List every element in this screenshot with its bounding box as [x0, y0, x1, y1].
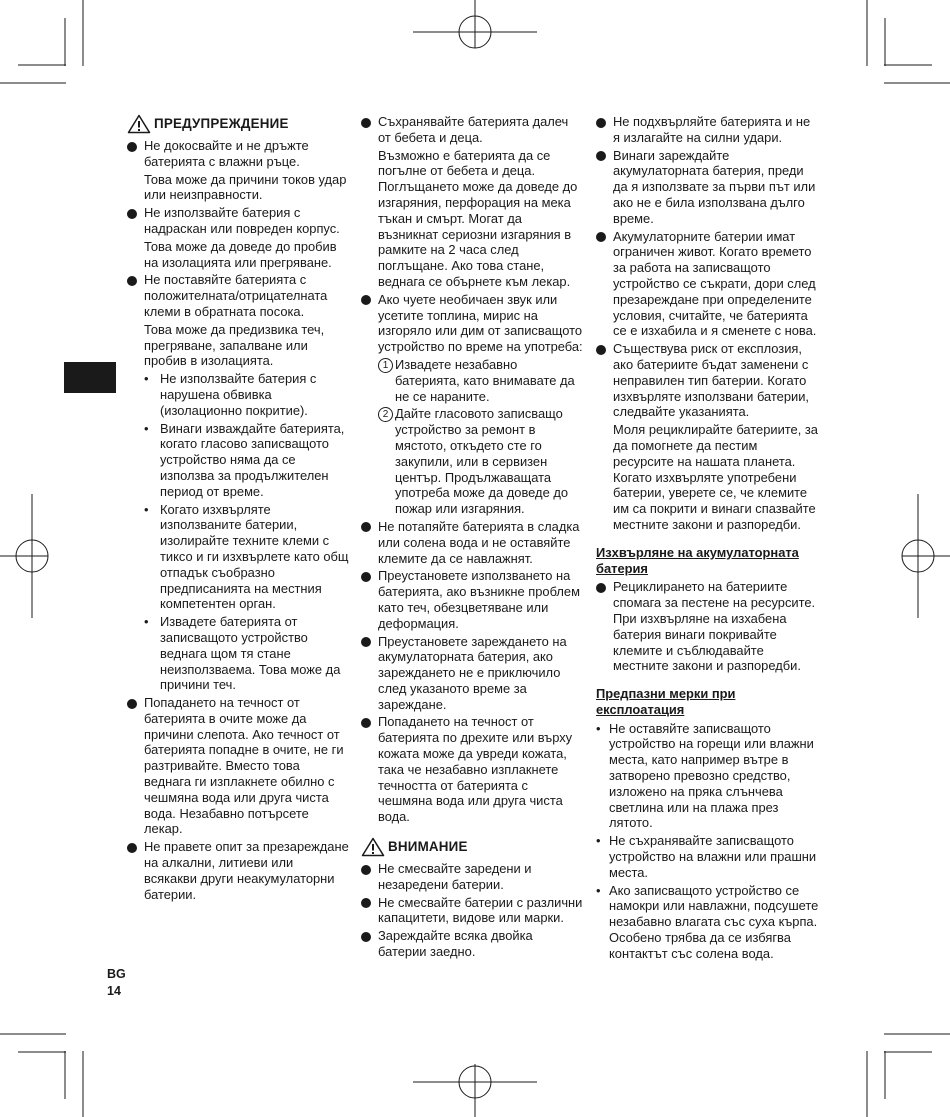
bullet-item: Зареждайте всяка двойка батерии заедно.: [361, 928, 583, 960]
warning-icon: [361, 837, 385, 857]
bullet-item: Рециклирането на батериите спомага за пестене на ресурсите. При изхвърляне на изхабена батерия винаги покривайте клемите и съблюдавайте местните закони и разпоредби.: [596, 579, 820, 674]
section-heading: Предпазни мерки при експлоатация: [596, 686, 736, 717]
sub-bullet-item: • Винаги изваждайте батерията, когато гласово записващото устройство няма да се използва за продължителен период от време.: [127, 421, 349, 500]
step-text: Извадете незабавно батерията, като внимавате да не се нараните.: [395, 356, 575, 404]
caution-title: ВНИМАНИЕ: [388, 839, 468, 855]
bullet-item: Не използвайте батерия с надраскан или повреден корпус.: [127, 205, 349, 237]
warning-heading: [127, 114, 349, 134]
bullet-item: Съхранявайте батерията далеч от бебета и деца.: [361, 114, 583, 146]
dot-item: • Не оставяйте записващото устройство на горещи или влажни места, като например вътре в затворено превозно средство, изложено на пряка слънчева светлина или на плажа през лятото.: [596, 721, 820, 832]
bullet-item: Съществува риск от експлозия, ако батериите бъдат заменени с неправилен тип батерии. Когато изхвърляте използвани батерии, следвайте указанията.: [596, 341, 820, 420]
bullet-item: Преустановете използването на батерията, ако възникне проблем като теч, обезцветяване или деформация.: [361, 568, 583, 631]
step-text: Дайте гласовото записващо устройство за ремонт в мястото, откъдето сте го закупили, или в сервизен център. Продължаващата употреба може да доведе до пожар или изгаряния.: [395, 406, 569, 517]
sub-bullet-item: • Когато изхвърляте използваните батерии, изолирайте техните клеми с тиксо и ги изхвърлете като общ отпадък съобразно предписанията на местния компетентен орган.: [127, 502, 349, 613]
bullet-note: Моля рециклирайте батериите, за да помогнете да пестим ресурсите на нашата планета. Когато изхвърляте употребени батерии, уверете се, че клемите им са покрити и винаги спазвайте местните закони и разпоредби.: [613, 422, 818, 532]
warning-title: ПРЕДУПРЕЖДЕНИЕ: [154, 116, 289, 132]
step-number: 1: [378, 358, 393, 373]
caution-heading: [361, 837, 583, 857]
bullet-item: Винаги зареждайте акумулаторната батерия, преди да я използвате за първи път или ако не е била използвана дълго време.: [596, 148, 820, 227]
bullet-note: Това може да предизвика теч, прегряване, запалване или пробив в изолацията.: [144, 321, 325, 369]
bullet-item: Преустановете зареждането на акумулаторната батерия, ако зареждането не е приключило след указаното време за зареждане.: [361, 634, 583, 713]
column-3: [596, 114, 820, 964]
step-number: 2: [378, 407, 393, 422]
bullet-item: Не докосвайте и не дръжте батерията с влажни ръце.: [127, 138, 349, 170]
page-number: 14: [107, 984, 121, 998]
bullet-item: Ако чуете необичаен звук или усетите топлина, мирис на изгоряло или дим от записващото устройство по време на употреба:: [361, 292, 583, 355]
warning-icon: [127, 114, 151, 134]
section-heading: Изхвърляне на акумулаторната батерия: [596, 544, 799, 576]
numbered-step: [361, 406, 583, 517]
column-1: [127, 114, 349, 904]
dot-item: • Не съхранявайте записващото устройство на влажни или прашни места.: [596, 833, 820, 880]
bullet-item: Акумулаторните батерии имат ограничен живот. Когато времето за работа на записващото устройство се съкрати, дори след презареждане при определените условия, считайте, че батерията се е изхабила и я сменете с нова.: [596, 229, 820, 340]
bullet-item: Попадането на течност от батерията по дрехите или върху кожата може да увреди кожата, така че незабавно изплакнете течността от батерията с чешмяна вода или друга чиста вода.: [361, 714, 583, 825]
column-2: [361, 114, 583, 962]
bullet-item: Не смесвайте батерии с различни капацитети, видове или марки.: [361, 895, 583, 927]
language-tab: [64, 362, 116, 393]
bullet-item: Не смесвайте заредени и незаредени батерии.: [361, 861, 583, 893]
language-code: BG: [107, 967, 126, 981]
bullet-note: Това може да причини токов удар или неизправности.: [144, 171, 347, 203]
bullet-item: Попадането на течност от батерията в очите може да причини слепота. Ако течност от батерията попадне в очите, не ги разтривайте. Вместо това веднага ги изплакнете обилно с чешмяна вода или друга чиста вода. Незабавно потърсете лекар.: [127, 695, 349, 837]
numbered-step: [361, 357, 583, 404]
bullet-item: Не поставяйте батерията с положителната/отрицателната клеми в обратната посока.: [127, 272, 349, 319]
sub-bullet-item: • Не използвайте батерия с нарушена обвивка (изолационно покритие).: [127, 371, 349, 418]
bullet-item: Не потапяйте батерията в сладка или солена вода и не оставяйте клемите да се навлажнят.: [361, 519, 583, 566]
sub-bullet-item: • Извадете батерията от записващото устройство веднага щом тя стане неизползваема. Това може да причини теч.: [127, 614, 349, 693]
page-footer: [107, 966, 126, 1000]
bullet-item: Не подхвърляйте батерията и не я излагайте на силни удари.: [596, 114, 820, 146]
bullet-item: Не правете опит за презареждане на алкални, литиеви или всякакви други неакумулаторни батерии.: [127, 839, 349, 902]
bullet-note: Възможно е батерията да се погълне от бебета и деца. Поглъщането може да доведе до изгаряния, перфорация на мека тъкан и смърт. Могат да възникнат сериозни изгаряния в рамките на 2 часа след поглъщане. Ако това стане, веднага се обърнете към лекар.: [378, 147, 578, 289]
bullet-note: Това може да доведе до пробив на изолацията или прегряване.: [144, 238, 337, 270]
dot-item: • Ако записващото устройство се намокри или навлажни, подсушете незабавно влагата със суха кърпа. Особено трябва да се избягва контактът със солена вода.: [596, 883, 820, 962]
